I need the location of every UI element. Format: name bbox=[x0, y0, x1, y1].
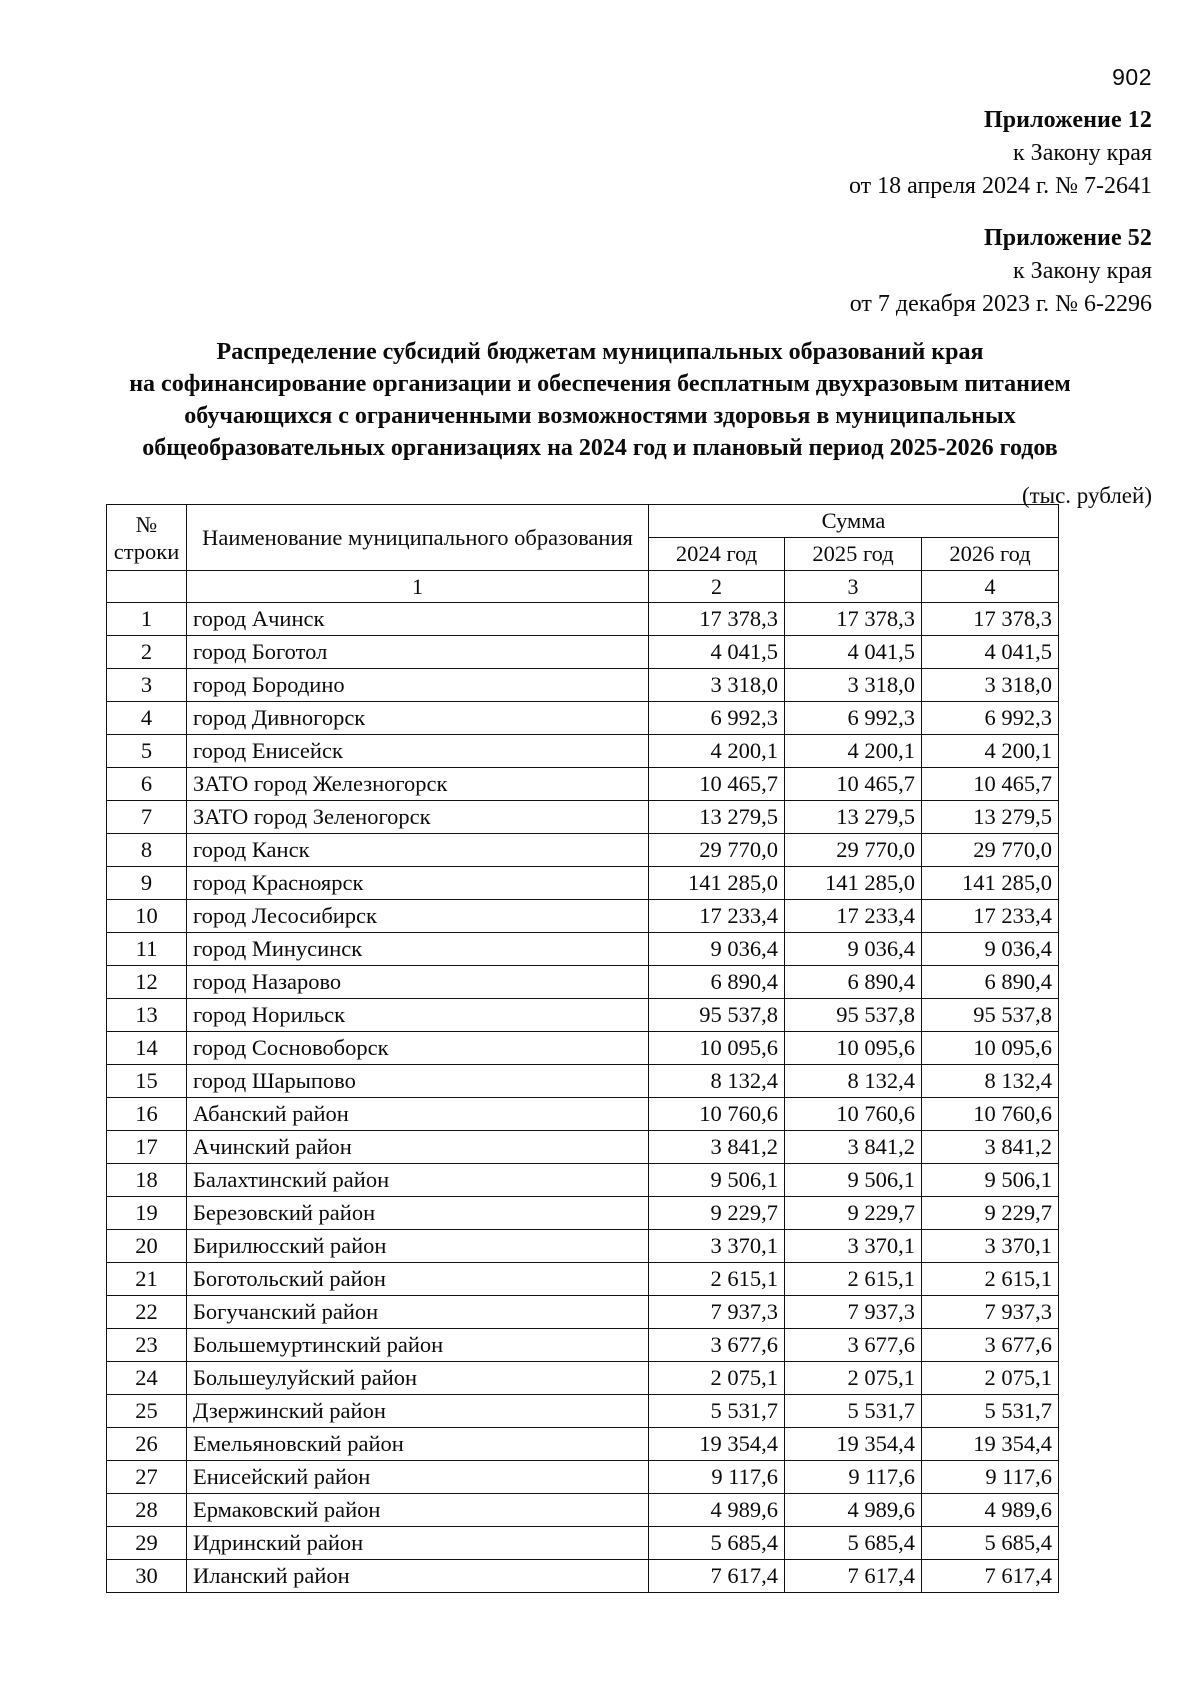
table-row bbox=[107, 867, 1059, 900]
amount-cell-2024: 7 937,3 bbox=[649, 1296, 785, 1329]
table-row bbox=[107, 636, 1059, 669]
amount-cell-2024: 9 036,4 bbox=[649, 933, 785, 966]
reference-date-line: от 18 апреля 2024 г. № 7-2641 bbox=[848, 173, 1152, 200]
amount-cell-2025: 4 200,1 bbox=[785, 735, 922, 768]
page-title-line-4: общеобразовательных организациях на 2024 год и плановый период 2025-2026 годов bbox=[142, 435, 1058, 462]
row-number-cell: 25 bbox=[107, 1395, 187, 1428]
units-note: (тыс. рублей) bbox=[1021, 483, 1152, 508]
page-title-line-2: на софинансирование организации и обеспечения бесплатным двухразовым питанием bbox=[129, 371, 1071, 398]
amount-cell-2025: 7 937,3 bbox=[785, 1296, 922, 1329]
amount-cell-2025: 2 615,1 bbox=[785, 1263, 922, 1296]
amount-cell-2024: 9 117,6 bbox=[649, 1461, 785, 1494]
municipality-cell: город Назарово bbox=[187, 966, 649, 999]
amount-cell-2026: 5 685,4 bbox=[922, 1527, 1059, 1560]
amount-cell-2025: 3 677,6 bbox=[785, 1329, 922, 1362]
table-row bbox=[107, 1098, 1059, 1131]
municipality-cell: Большеулуйский район bbox=[187, 1362, 649, 1395]
amount-cell-2025: 3 841,2 bbox=[785, 1131, 922, 1164]
row-number-cell: 17 bbox=[107, 1131, 187, 1164]
amount-cell-2026: 4 200,1 bbox=[922, 735, 1059, 768]
row-number-cell: 24 bbox=[107, 1362, 187, 1395]
municipality-cell: город Енисейск bbox=[187, 735, 649, 768]
amount-cell-2024: 29 770,0 bbox=[649, 834, 785, 867]
amount-cell-2024: 7 617,4 bbox=[649, 1560, 785, 1593]
row-number-cell: 11 bbox=[107, 933, 187, 966]
reference-block-appendix-52 bbox=[850, 222, 1152, 321]
amount-cell-2026: 141 285,0 bbox=[922, 867, 1059, 900]
row-number-cell: 7 bbox=[107, 801, 187, 834]
table-row bbox=[107, 834, 1059, 867]
amount-cell-2025: 17 233,4 bbox=[785, 900, 922, 933]
table-row bbox=[107, 1197, 1059, 1230]
municipality-cell: Дзержинский район bbox=[187, 1395, 649, 1428]
amount-cell-2025: 3 318,0 bbox=[785, 669, 922, 702]
table-row bbox=[107, 1263, 1059, 1296]
amount-cell-2026: 19 354,4 bbox=[922, 1428, 1059, 1461]
amount-cell-2025: 10 465,7 bbox=[785, 768, 922, 801]
municipality-cell: город Норильск bbox=[187, 999, 649, 1032]
amount-cell-2024: 3 370,1 bbox=[649, 1230, 785, 1263]
amount-cell-2026: 2 075,1 bbox=[922, 1362, 1059, 1395]
amount-cell-2025: 9 036,4 bbox=[785, 933, 922, 966]
amount-cell-2026: 17 233,4 bbox=[922, 900, 1059, 933]
row-number-cell: 9 bbox=[107, 867, 187, 900]
row-number-cell: 8 bbox=[107, 834, 187, 867]
reference-title: Приложение 12 bbox=[983, 107, 1152, 133]
amount-cell-2025: 19 354,4 bbox=[785, 1428, 922, 1461]
table-head bbox=[107, 505, 1059, 603]
amount-cell-2024: 5 531,7 bbox=[649, 1395, 785, 1428]
row-number-cell: 10 bbox=[107, 900, 187, 933]
row-number-cell: 22 bbox=[107, 1296, 187, 1329]
amount-cell-2025: 6 992,3 bbox=[785, 702, 922, 735]
row-number-cell: 28 bbox=[107, 1494, 187, 1527]
amount-cell-2026: 3 318,0 bbox=[922, 669, 1059, 702]
row-number-cell: 18 bbox=[107, 1164, 187, 1197]
amount-cell-2025: 9 229,7 bbox=[785, 1197, 922, 1230]
amount-cell-2025: 4 041,5 bbox=[785, 636, 922, 669]
amount-cell-2024: 141 285,0 bbox=[649, 867, 785, 900]
table-row bbox=[107, 603, 1059, 636]
amount-cell-2026: 95 537,8 bbox=[922, 999, 1059, 1032]
amount-cell-2025: 4 989,6 bbox=[785, 1494, 922, 1527]
amount-cell-2025: 5 531,7 bbox=[785, 1395, 922, 1428]
table-row bbox=[107, 1560, 1059, 1593]
reference-title: Приложение 52 bbox=[983, 225, 1152, 251]
municipality-cell: Бирилюсский район bbox=[187, 1230, 649, 1263]
amount-cell-2026: 10 465,7 bbox=[922, 768, 1059, 801]
row-number-cell: 16 bbox=[107, 1098, 187, 1131]
amount-cell-2026: 10 760,6 bbox=[922, 1098, 1059, 1131]
municipality-cell: ЗАТО город Зеленогорск bbox=[187, 801, 649, 834]
amount-cell-2025: 29 770,0 bbox=[785, 834, 922, 867]
amount-cell-2024: 4 041,5 bbox=[649, 636, 785, 669]
municipality-cell: Балахтинский район bbox=[187, 1164, 649, 1197]
amount-cell-2026: 3 370,1 bbox=[922, 1230, 1059, 1263]
row-number-cell: 12 bbox=[107, 966, 187, 999]
amount-cell-2024: 8 132,4 bbox=[649, 1065, 785, 1098]
amount-cell-2025: 7 617,4 bbox=[785, 1560, 922, 1593]
amount-cell-2026: 9 036,4 bbox=[922, 933, 1059, 966]
amount-cell-2025: 10 760,6 bbox=[785, 1098, 922, 1131]
amount-cell-2024: 3 318,0 bbox=[649, 669, 785, 702]
amount-cell-2024: 10 465,7 bbox=[649, 768, 785, 801]
amount-cell-2026: 3 841,2 bbox=[922, 1131, 1059, 1164]
row-number-cell: 13 bbox=[107, 999, 187, 1032]
amount-cell-2025: 3 370,1 bbox=[785, 1230, 922, 1263]
row-number-cell: 21 bbox=[107, 1263, 187, 1296]
table-row bbox=[107, 1329, 1059, 1362]
column-header-year-2025: 2025 год bbox=[785, 538, 922, 571]
municipality-cell: город Дивногорск bbox=[187, 702, 649, 735]
row-number-cell: 14 bbox=[107, 1032, 187, 1065]
amount-cell-2026: 7 617,4 bbox=[922, 1560, 1059, 1593]
row-number-cell: 4 bbox=[107, 702, 187, 735]
page-title bbox=[90, 336, 1110, 465]
amount-cell-2026: 17 378,3 bbox=[922, 603, 1059, 636]
amount-cell-2026: 4 989,6 bbox=[922, 1494, 1059, 1527]
table-row bbox=[107, 1428, 1059, 1461]
amount-cell-2026: 7 937,3 bbox=[922, 1296, 1059, 1329]
column-header-row-number-line1: № bbox=[135, 511, 158, 537]
amount-cell-2025: 13 279,5 bbox=[785, 801, 922, 834]
table-column-number-row bbox=[107, 571, 1059, 603]
column-header-year-2026: 2026 год bbox=[922, 538, 1059, 571]
column-header-municipality: Наименование муниципального образования bbox=[187, 505, 649, 571]
municipality-cell: Емельяновский район bbox=[187, 1428, 649, 1461]
amount-cell-2026: 4 041,5 bbox=[922, 636, 1059, 669]
amount-cell-2024: 4 989,6 bbox=[649, 1494, 785, 1527]
municipality-cell: Большемуртинский район bbox=[187, 1329, 649, 1362]
municipality-cell: ЗАТО город Железногорск bbox=[187, 768, 649, 801]
table-row bbox=[107, 801, 1059, 834]
table-row bbox=[107, 900, 1059, 933]
amount-cell-2025: 2 075,1 bbox=[785, 1362, 922, 1395]
column-number-2: 2 bbox=[649, 571, 785, 603]
amount-cell-2024: 19 354,4 bbox=[649, 1428, 785, 1461]
amount-cell-2026: 5 531,7 bbox=[922, 1395, 1059, 1428]
municipality-cell: город Минусинск bbox=[187, 933, 649, 966]
municipality-cell: город Канск bbox=[187, 834, 649, 867]
table-row bbox=[107, 1395, 1059, 1428]
table-row bbox=[107, 768, 1059, 801]
amount-cell-2024: 6 890,4 bbox=[649, 966, 785, 999]
table-header-row-1 bbox=[107, 505, 1059, 538]
distribution-table-wrapper bbox=[106, 504, 1058, 1593]
table-row bbox=[107, 966, 1059, 999]
row-number-cell: 5 bbox=[107, 735, 187, 768]
column-header-sum-group: Сумма bbox=[649, 505, 1059, 538]
row-number-cell: 30 bbox=[107, 1560, 187, 1593]
amount-cell-2026: 10 095,6 bbox=[922, 1032, 1059, 1065]
table-row bbox=[107, 1494, 1059, 1527]
amount-cell-2024: 10 760,6 bbox=[649, 1098, 785, 1131]
table-row bbox=[107, 933, 1059, 966]
municipality-cell: Ачинский район bbox=[187, 1131, 649, 1164]
amount-cell-2026: 29 770,0 bbox=[922, 834, 1059, 867]
row-number-cell: 3 bbox=[107, 669, 187, 702]
reference-block-appendix-12 bbox=[849, 104, 1152, 203]
page-number: 902 bbox=[1112, 64, 1152, 90]
amount-cell-2024: 4 200,1 bbox=[649, 735, 785, 768]
column-number-0 bbox=[107, 571, 187, 603]
amount-cell-2024: 2 075,1 bbox=[649, 1362, 785, 1395]
row-number-cell: 2 bbox=[107, 636, 187, 669]
amount-cell-2026: 9 506,1 bbox=[922, 1164, 1059, 1197]
amount-cell-2024: 17 378,3 bbox=[649, 603, 785, 636]
page-title-line-1: Распределение субсидий бюджетам муниципальных образований края bbox=[216, 339, 984, 365]
table-row bbox=[107, 1461, 1059, 1494]
municipality-cell: город Сосновоборск bbox=[187, 1032, 649, 1065]
column-number-3: 3 bbox=[785, 571, 922, 603]
page-title-line-3: обучающихся с ограниченными возможностями здоровья в муниципальных bbox=[184, 403, 1016, 430]
column-header-row-number bbox=[107, 505, 187, 571]
amount-cell-2024: 9 229,7 bbox=[649, 1197, 785, 1230]
table-row bbox=[107, 669, 1059, 702]
table-row bbox=[107, 1164, 1059, 1197]
amount-cell-2026: 3 677,6 bbox=[922, 1329, 1059, 1362]
table-row bbox=[107, 1065, 1059, 1098]
table-row bbox=[107, 1230, 1059, 1263]
municipality-cell: Идринский район bbox=[187, 1527, 649, 1560]
distribution-table bbox=[106, 504, 1059, 1593]
amount-cell-2026: 9 229,7 bbox=[922, 1197, 1059, 1230]
row-number-cell: 19 bbox=[107, 1197, 187, 1230]
row-number-cell: 1 bbox=[107, 603, 187, 636]
table-row bbox=[107, 702, 1059, 735]
table-row bbox=[107, 1527, 1059, 1560]
municipality-cell: город Шарыпово bbox=[187, 1065, 649, 1098]
amount-cell-2025: 17 378,3 bbox=[785, 603, 922, 636]
amount-cell-2026: 6 992,3 bbox=[922, 702, 1059, 735]
amount-cell-2024: 17 233,4 bbox=[649, 900, 785, 933]
amount-cell-2025: 9 506,1 bbox=[785, 1164, 922, 1197]
table-body bbox=[107, 603, 1059, 1593]
table-row bbox=[107, 1296, 1059, 1329]
amount-cell-2024: 3 677,6 bbox=[649, 1329, 785, 1362]
municipality-cell: Березовский район bbox=[187, 1197, 649, 1230]
amount-cell-2026: 6 890,4 bbox=[922, 966, 1059, 999]
municipality-cell: Ермаковский район bbox=[187, 1494, 649, 1527]
amount-cell-2025: 141 285,0 bbox=[785, 867, 922, 900]
municipality-cell: город Ачинск bbox=[187, 603, 649, 636]
amount-cell-2024: 5 685,4 bbox=[649, 1527, 785, 1560]
row-number-cell: 26 bbox=[107, 1428, 187, 1461]
municipality-cell: Богучанский район bbox=[187, 1296, 649, 1329]
amount-cell-2024: 9 506,1 bbox=[649, 1164, 785, 1197]
row-number-cell: 6 bbox=[107, 768, 187, 801]
amount-cell-2024: 13 279,5 bbox=[649, 801, 785, 834]
row-number-cell: 15 bbox=[107, 1065, 187, 1098]
amount-cell-2024: 2 615,1 bbox=[649, 1263, 785, 1296]
table-row bbox=[107, 735, 1059, 768]
amount-cell-2026: 2 615,1 bbox=[922, 1263, 1059, 1296]
table-row bbox=[107, 1362, 1059, 1395]
reference-law-line: к Закону края bbox=[1013, 258, 1152, 285]
municipality-cell: город Красноярск bbox=[187, 867, 649, 900]
amount-cell-2025: 95 537,8 bbox=[785, 999, 922, 1032]
row-number-cell: 27 bbox=[107, 1461, 187, 1494]
municipality-cell: Абанский район bbox=[187, 1098, 649, 1131]
municipality-cell: город Бородино bbox=[187, 669, 649, 702]
amount-cell-2024: 3 841,2 bbox=[649, 1131, 785, 1164]
table-row bbox=[107, 1131, 1059, 1164]
amount-cell-2024: 10 095,6 bbox=[649, 1032, 785, 1065]
row-number-cell: 23 bbox=[107, 1329, 187, 1362]
municipality-cell: город Боготол bbox=[187, 636, 649, 669]
amount-cell-2026: 13 279,5 bbox=[922, 801, 1059, 834]
amount-cell-2025: 8 132,4 bbox=[785, 1065, 922, 1098]
row-number-cell: 20 bbox=[107, 1230, 187, 1263]
column-header-row-number-line2: строки bbox=[113, 538, 180, 564]
table-row bbox=[107, 1032, 1059, 1065]
municipality-cell: Боготольский район bbox=[187, 1263, 649, 1296]
table-row bbox=[107, 999, 1059, 1032]
column-number-4: 4 bbox=[922, 571, 1059, 603]
column-number-1: 1 bbox=[187, 571, 649, 603]
amount-cell-2025: 10 095,6 bbox=[785, 1032, 922, 1065]
amount-cell-2026: 8 132,4 bbox=[922, 1065, 1059, 1098]
reference-date-line: от 7 декабря 2023 г. № 6-2296 bbox=[849, 291, 1152, 318]
municipality-cell: Иланский район bbox=[187, 1560, 649, 1593]
municipality-cell: Енисейский район bbox=[187, 1461, 649, 1494]
amount-cell-2025: 6 890,4 bbox=[785, 966, 922, 999]
municipality-cell: город Лесосибирск bbox=[187, 900, 649, 933]
amount-cell-2025: 5 685,4 bbox=[785, 1527, 922, 1560]
amount-cell-2025: 9 117,6 bbox=[785, 1461, 922, 1494]
amount-cell-2024: 6 992,3 bbox=[649, 702, 785, 735]
amount-cell-2026: 9 117,6 bbox=[922, 1461, 1059, 1494]
column-header-year-2024: 2024 год bbox=[649, 538, 785, 571]
row-number-cell: 29 bbox=[107, 1527, 187, 1560]
reference-law-line: к Закону края bbox=[1013, 140, 1152, 167]
amount-cell-2024: 95 537,8 bbox=[649, 999, 785, 1032]
